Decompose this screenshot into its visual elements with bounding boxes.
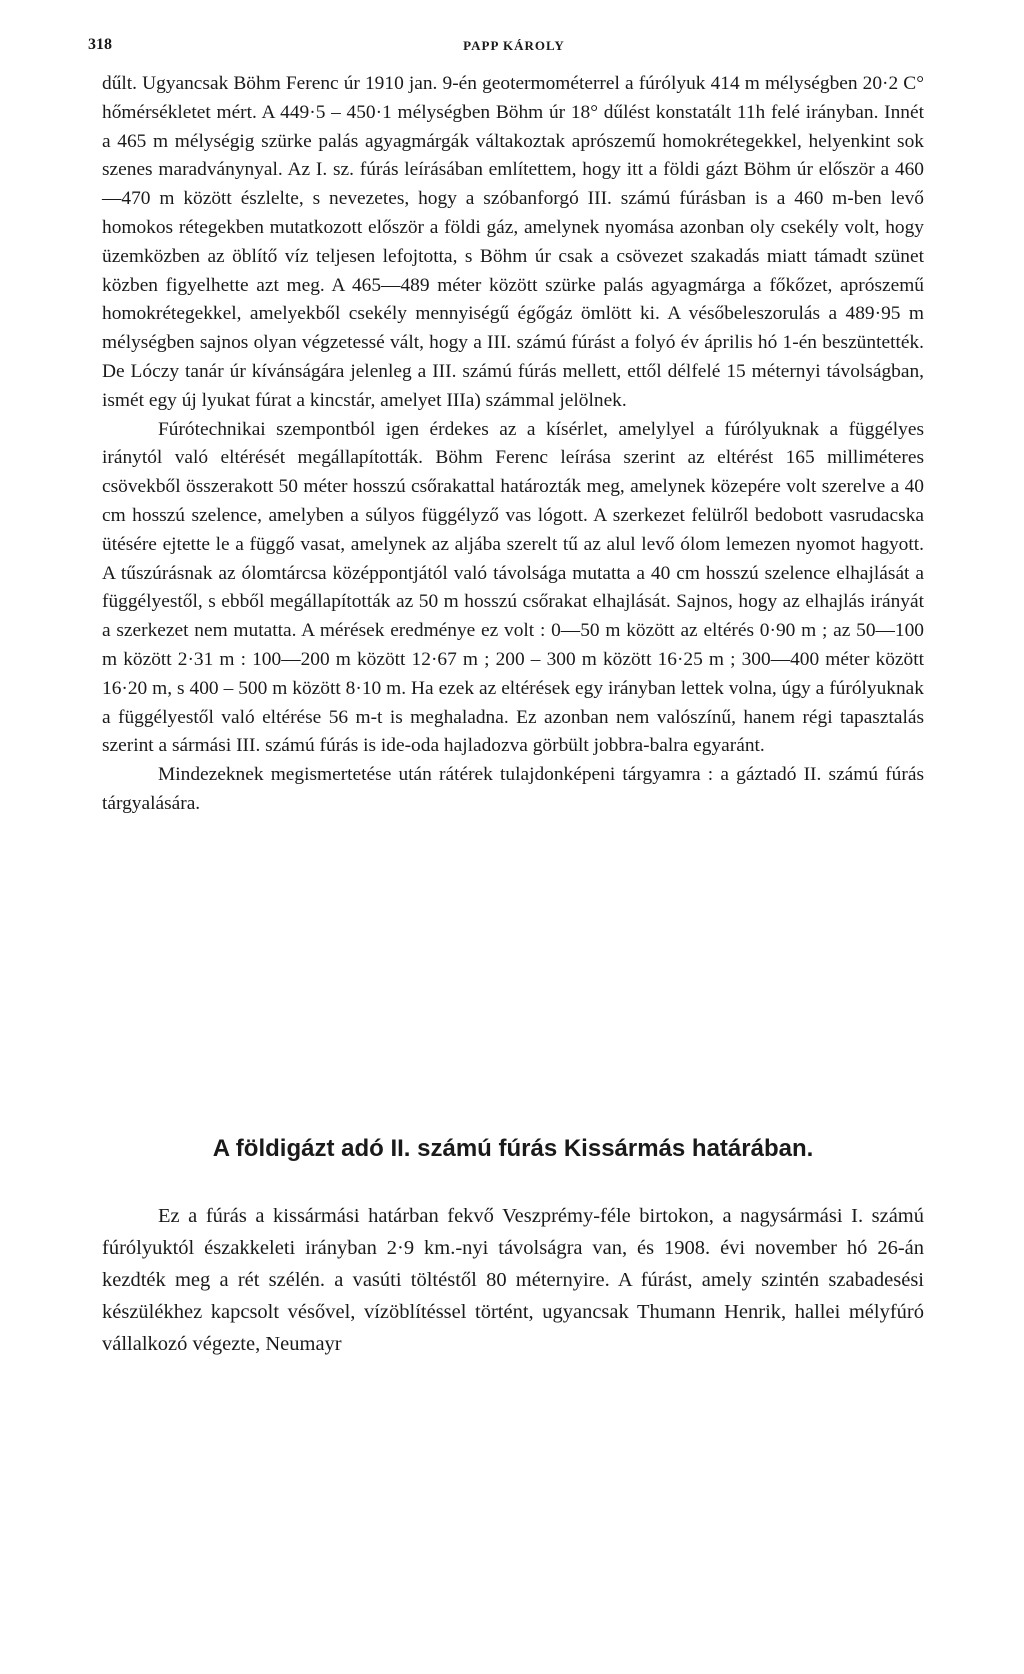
running-head bbox=[88, 36, 940, 58]
section-text bbox=[102, 1200, 924, 1360]
section-paragraph-1: Ez a fúrás a kissármási határban fekvő Veszprémy-féle birtokon, a nagysármási I. számú fúrólyuktól északkeleti irányban 2·9 km.-nyi távolságra van, és 1908. évi november hó 26-án kezdték meg a rét szélén. a vasúti töltéstől 80 méternyire. A fúrást, amely szintén szabadesési készülékhez kapcsolt vésővel, vízöblítéssel történt, ugyancsak Thumann Henrik, hallei mélyfúró vállalkozó végezte, Neumayr bbox=[102, 1205, 924, 1355]
running-title: PAPP KÁROLY bbox=[463, 38, 565, 53]
paragraph-1: dűlt. Ugyancsak Böhm Ferenc úr 1910 jan. 9-én geotermométerrel a fúrólyuk 414 m mélységben 20·2 C° hőmérsékletet mért. A 449·5 – 450·1 mélységben Böhm úr 18° dűlést konstatált 11h felé irányban. Innét a 465 m mélységig szürke palás agyagmárgák váltakoztak aprószemű homokrétegekkel, helyenkint sok szenes maradványnyal. Az I. sz. fúrás leírásában említettem, hogy itt a földi gázt Böhm úr először a 460—470 m között észlelte, s nevezetes, hogy a szóbanforgó III. számú fúrásban is a 460 m-ben levő homokos rétegekben mutatkozott először a földi gáz, amelynek nyomása azonban oly csekély volt, hogy üzemközben az öblítő víz teljesen lefojtotta, s Böhm úr csak a csövezet szakadás miatt támadt szünet közben figyelhette azt meg. A 465—489 méter között szürke palás agyagmárga a főkőzet, aprószemű homokrétegekkel, amelyekből csekély mennyiségű égőgáz ömlött ki. A vésőbeleszorulás a 489·95 m mélységben sajnos olyan végzetessé vált, hogy a III. számú fúrást a folyó év április hó 1-én beszüntették. De Lóczy tanár úr kívánságára jelenleg a III. számú fúrás mellett, ettől délfelé 15 méternyi távolságban, ismét egy új lyukat fúrat a kincstár, amelyet IIIa) számmal jelölnek. bbox=[102, 73, 924, 411]
paragraph-2: Fúrótechnikai szempontból igen érdekes az a kísérlet, amelylyel a fúrólyuknak a függélyes iránytól való eltérését megállapították. Böhm Ferenc leírása szerint az eltérést 165 milliméteres csövekből összerakott 50 méter hosszú csőrakattal határozták meg, amelynek közepére volt szerelve a 40 cm hosszú szelence, amelyben a súlyos függélyző vas lógott. A szerkezet felülről bedobott vasrudacska ütésére ejtette le a függő vasat, amelynek az aljába szerelt tű az alul levő ólom lemezen nyomot hagyott. A tűszúrásnak az ólomtárcsa középpontjától való távolsága mutatta a 40 cm hosszú szelence elhajlását a függélyestől, s ebből megállapították az 50 m hosszú csőrakat elhajlását. Sajnos, hogy az elhajlás irányát a szerkezet nem mutatta. A mérések eredménye ez volt : 0—50 m között az eltérés 0·90 m ; az 50—100 m között 2·31 m : 100—200 m között 12·67 m ; 200 – 300 m között 16·25 m ; 300—400 méter között 16·20 m, s 400 – 500 m között 8·10 m. Ha ezek az eltérések egy irányban lettek volna, úgy a fúrólyuknak a függélyestől való eltérése 56 m-t is meghaladna. Ez azonban nem valószínű, hanem régi tapasztalás szerint a sármási III. számú fúrás is ide-oda hajladozva görbült jobbra-balra egyaránt. bbox=[102, 418, 924, 757]
page-number: 318 bbox=[88, 36, 112, 53]
body-text bbox=[102, 70, 924, 819]
section-heading: A földigázt adó II. számú fúrás Kissármás határában. bbox=[212, 1135, 814, 1162]
paragraph-3: Mindezeknek megismertetése után rátérek tulajdonképeni tárgyamra : a gáztadó II. számú fúrás tárgyalására. bbox=[102, 764, 924, 814]
